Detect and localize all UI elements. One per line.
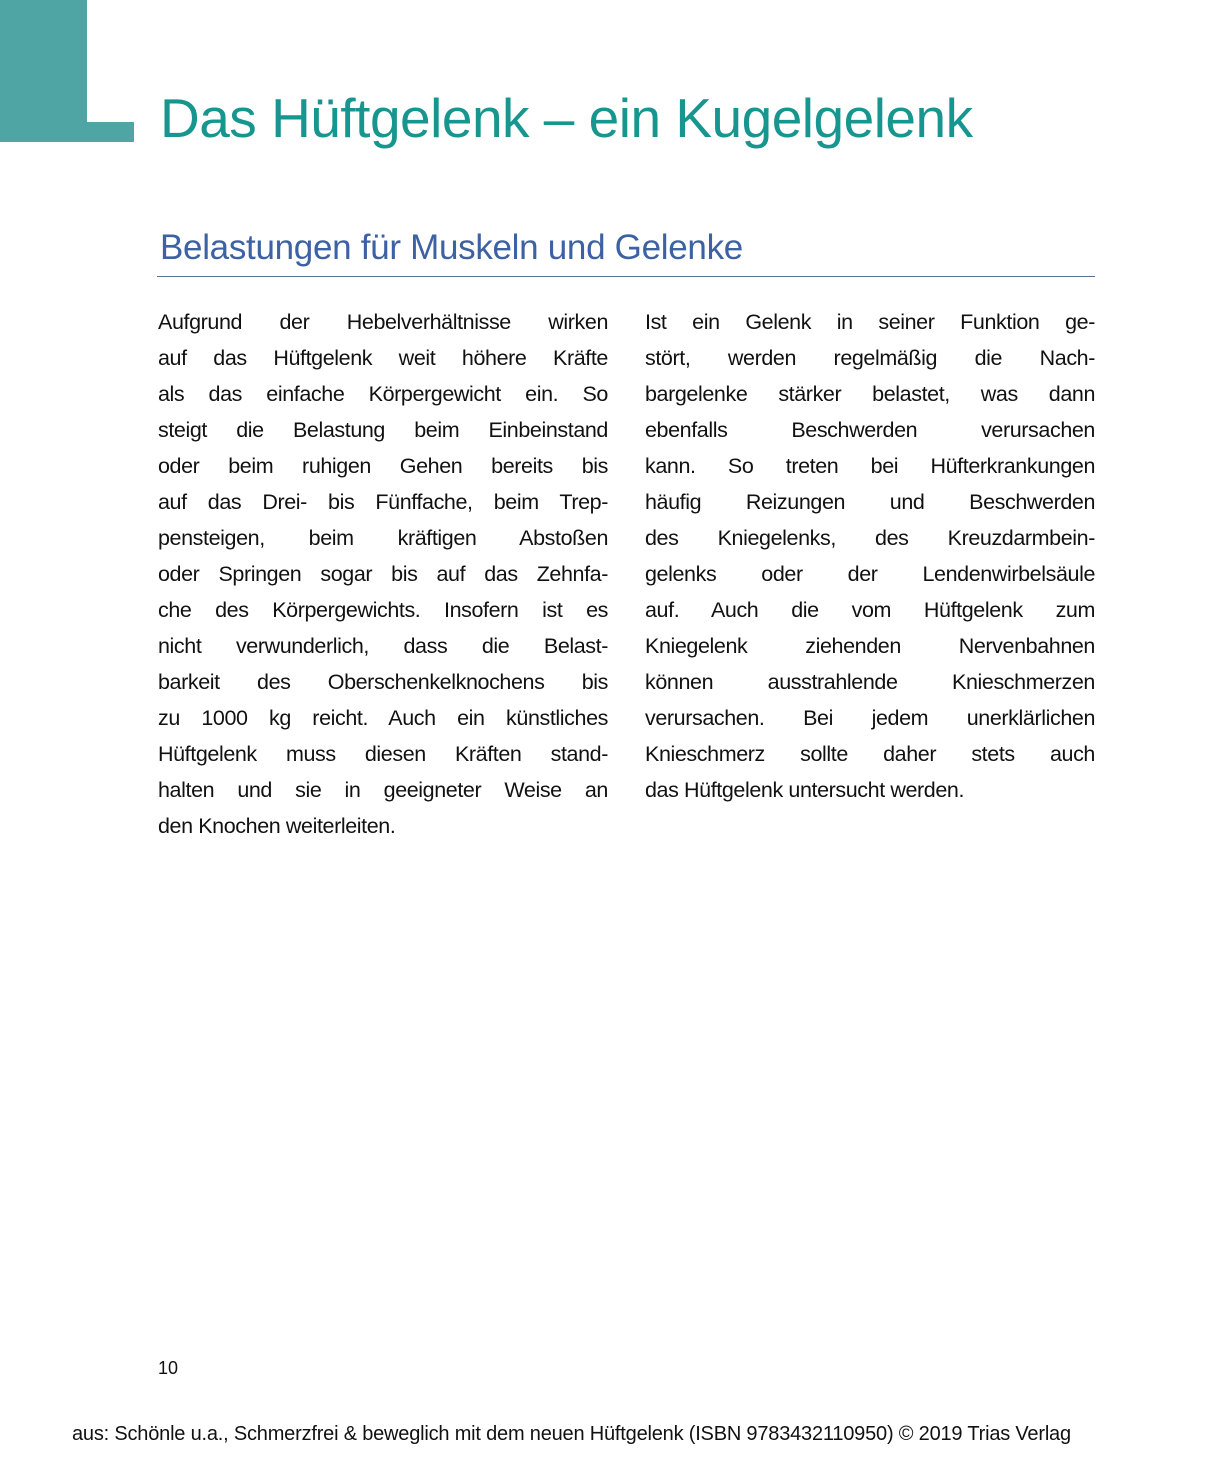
text-line: bargelenke stärker belastet, was dann [645,382,1095,406]
section-heading: Belastungen für Muskeln und Gelenke [160,228,743,267]
text-line: barkeit des Oberschenkelknochens bis [158,670,608,694]
text-line: steigt die Belastung beim Einbeinstand [158,418,608,442]
chapter-title: Das Hüftgelenk – ein Kugelgelenk [160,87,973,149]
chapter-accent-bar-foot [0,122,134,142]
text-line: verursachen. Bei jedem unerklärlichen [645,706,1095,730]
text-line: häufig Reizungen und Beschwerden [645,490,1095,514]
source-footer: aus: Schönle u.a., Schmerzfrei & beweglich mit dem neuen Hüftgelenk (ISBN 9783432110950) © 2019 Trias Verlag [72,1423,1071,1445]
text-line: kann. So treten bei Hüfterkrankungen [645,454,1095,478]
text-line: können ausstrahlende Knieschmerzen [645,670,1095,694]
text-line: oder beim ruhigen Gehen bereits bis [158,454,608,478]
text-line: ebenfalls Beschwerden verursachen [645,418,1095,442]
text-line: auf das Hüftgelenk weit höhere Kräfte [158,346,608,370]
text-line: nicht verwunderlich, dass die Belast- [158,634,608,658]
text-line: gelenks oder der Lendenwirbelsäule [645,562,1095,586]
text-column-right [645,304,1095,808]
text-line: oder Springen sogar bis auf das Zehnfa- [158,562,608,586]
text-column-left [158,304,608,844]
text-line: Knieschmerz sollte daher stets auch [645,742,1095,766]
text-line: zu 1000 kg reicht. Auch ein künstliches [158,706,608,730]
text-line: als das einfache Körpergewicht ein. So [158,382,608,406]
text-line: den Knochen weiterleiten. [158,814,396,838]
text-line: Ist ein Gelenk in seiner Funktion ge- [645,310,1095,334]
text-line: halten und sie in geeigneter Weise an [158,778,608,802]
text-line: stört, werden regelmäßig die Nach- [645,346,1095,370]
text-line: des Kniegelenks, des Kreuzdarmbein- [645,526,1095,550]
text-line: pensteigen, beim kräftigen Abstoßen [158,526,608,550]
chapter-accent-bar [0,0,87,142]
text-line: auf. Auch die vom Hüftgelenk zum [645,598,1095,622]
text-line: che des Körpergewichts. Insofern ist es [158,598,608,622]
heading-rule [157,276,1095,277]
text-line: Kniegelenk ziehenden Nervenbahnen [645,634,1095,658]
text-line: das Hüftgelenk untersucht werden. [645,778,965,802]
text-line: auf das Drei- bis Fünffache, beim Trep- [158,490,608,514]
page-number: 10 [158,1358,179,1378]
text-line: Aufgrund der Hebelverhältnisse wirken [158,310,608,334]
text-line: Hüftgelenk muss diesen Kräften stand- [158,742,608,766]
